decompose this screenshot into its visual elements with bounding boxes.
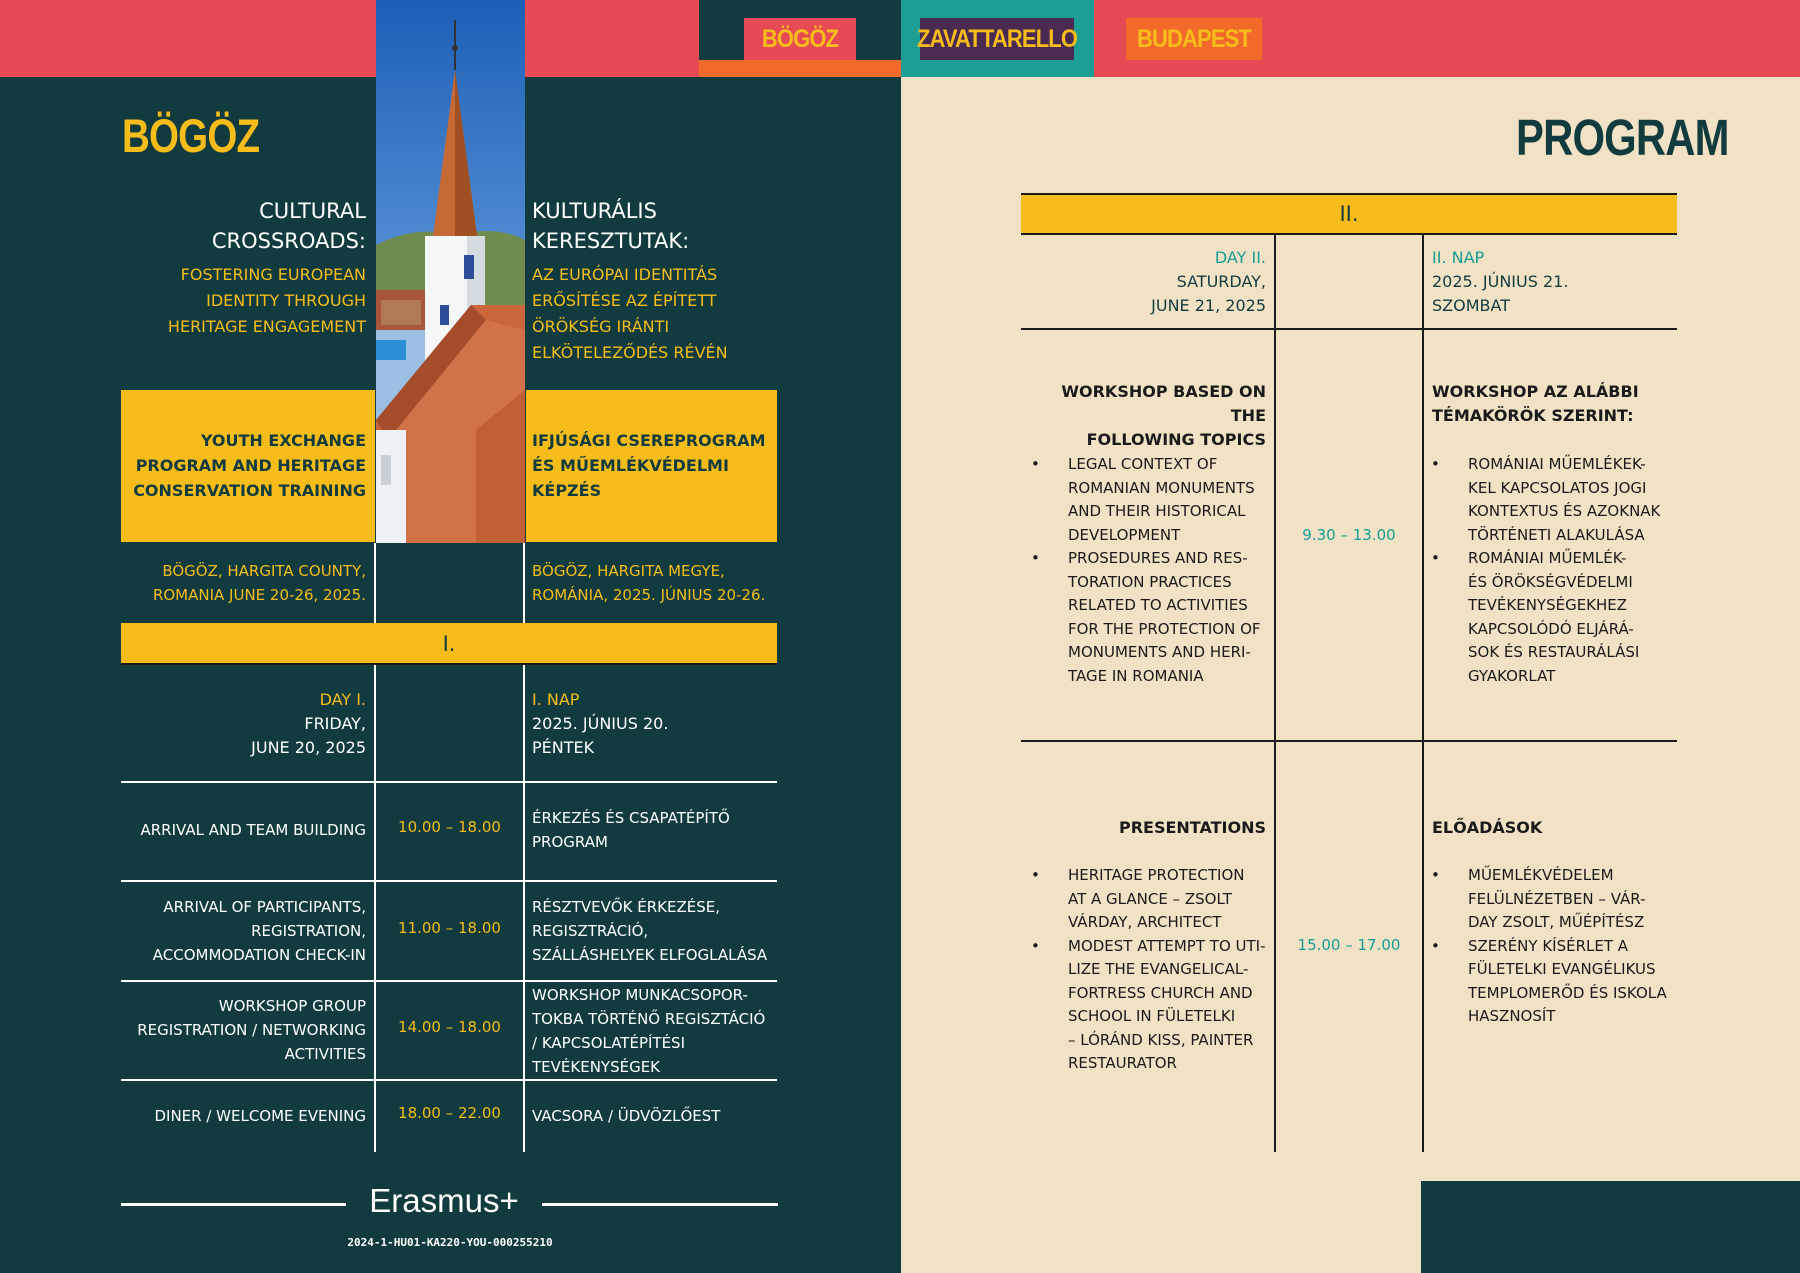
workshop-hu-item: [1468, 547, 1708, 688]
list-line: FOR THE PROTECTION OF: [1068, 619, 1261, 638]
schedule-row-hu-line: ÉRKEZÉS ÉS CSAPATÉPÍTŐ: [532, 809, 730, 827]
presentations-en-list: [1031, 864, 1308, 1076]
schedule-time: 18.00 – 22.00: [398, 1104, 501, 1122]
list-line: RESTAURATOR: [1068, 1054, 1177, 1072]
list-line: KONTEXTUS ÉS AZOKNAK: [1468, 502, 1661, 520]
presentations-en-item: [1068, 935, 1308, 1076]
box-en-text: [122, 428, 366, 503]
workshop-en-list: [1031, 453, 1306, 688]
divider: [1422, 235, 1424, 1152]
list-line: DAY ZSOLT, MŰÉPÍTÉSZ: [1468, 913, 1645, 931]
workshop-en-title-line: FOLLOWING TOPICS: [1086, 430, 1266, 449]
heading-hu-line2: KERESZTUTAK:: [532, 229, 690, 253]
day2-hu-label: II. NAP: [1432, 248, 1485, 267]
subheading-en: [122, 262, 366, 340]
subheading-en-line: HERITAGE ENGAGEMENT: [167, 317, 366, 336]
schedule-row-hu: [532, 1104, 776, 1128]
day-roman-II: II.: [1339, 201, 1359, 226]
list-line: AND THEIR HISTORICAL: [1068, 502, 1246, 520]
list-line: TEMPLOMERŐD ÉS ISKOLA: [1468, 983, 1667, 1002]
project-code: 2024-1-HU01-KA220-YOU-000255210: [347, 1236, 553, 1249]
schedule-row-en-line: DINER / WELCOME EVENING: [154, 1107, 366, 1125]
box-hu-line: ÉS MŰEMLÉKVÉDELMI: [532, 456, 729, 475]
day-roman-I: I.: [442, 631, 456, 656]
tab-bogoz-label: BÖGÖZ: [761, 24, 839, 53]
box-hu-text: [532, 428, 776, 503]
divider: [374, 543, 376, 623]
schedule-row-hu-line: / KAPCSOLATÉPÍTÉSI: [532, 1034, 685, 1052]
schedule-row-hu-line: TOKBA TÖRTÉNŐ REGISZTÁCIÓ: [532, 1010, 766, 1028]
left-title: BÖGÖZ: [122, 109, 260, 162]
place-hu-line: BÖGÖZ, HARGITA MEGYE,: [532, 562, 725, 580]
list-line: FÜLETELKI EVANGÉLIKUS: [1468, 960, 1656, 978]
list-line: FORTRESS CHURCH AND: [1068, 983, 1253, 1002]
schedule-row-hu-line: REGISZTRÁCIÓ,: [532, 922, 649, 940]
box-hu-line: IFJÚSÁGI CSEREPROGRAM: [532, 431, 766, 450]
box-en-line: YOUTH EXCHANGE: [200, 431, 366, 450]
tab-bogoz[interactable]: [744, 18, 856, 60]
workshop-en-title: [1022, 380, 1266, 452]
list-line: – LÓRÁND KISS, PAINTER: [1068, 1030, 1254, 1049]
day-hu-header: [532, 688, 776, 760]
place-hu: [532, 559, 792, 607]
church-photo: [376, 0, 525, 543]
church-illustration: [376, 0, 525, 543]
workshop-hu-title: [1432, 380, 1676, 428]
box-hu-line: KÉPZÉS: [532, 481, 602, 500]
schedule-row-hu: [532, 806, 776, 854]
list-line: ROMANIAN MONUMENTS: [1068, 478, 1255, 497]
day-hu-line: PÉNTEK: [532, 738, 595, 757]
list-line: LIZE THE EVANGELICAL-: [1068, 960, 1249, 978]
divider: [121, 1079, 777, 1081]
place-en-line: BÖGÖZ, HARGITA COUNTY,: [162, 562, 366, 580]
list-line: GYAKORLAT: [1468, 666, 1556, 685]
subheading-hu-line: ÖRÖKSÉG IRÁNTI: [532, 317, 670, 336]
heading-en-line2: CROSSROADS:: [211, 229, 366, 253]
schedule-row-en: [122, 1104, 366, 1128]
schedule-row-hu-line: RÉSZTVEVŐK ÉRKEZÉSE,: [532, 898, 721, 916]
list-line: ÉS ÖRÖKSÉGVÉDELMI: [1468, 572, 1633, 591]
list-line: • PROSEDURES AND RES-: [1068, 549, 1248, 567]
day-hu-label: I. NAP: [532, 690, 580, 709]
list-line: TÖRTÉNETI ALAKULÁSA: [1468, 525, 1645, 544]
list-line: AT A GLANCE – ZSOLT: [1068, 889, 1232, 908]
list-line: KEL KAPCSOLATOS JOGI: [1468, 478, 1647, 497]
divider: [121, 880, 777, 882]
program-title: PROGRAM: [1516, 109, 1729, 166]
box-en-line: PROGRAM AND HERITAGE: [135, 456, 366, 475]
list-line: • MŰEMLÉKVÉDELEM: [1468, 866, 1614, 884]
schedule-time: 11.00 – 18.00: [398, 919, 501, 937]
workshop-en-item: [1068, 453, 1306, 547]
day2-en-line: SATURDAY,: [1176, 272, 1266, 291]
list-line: TORATION PRACTICES: [1068, 572, 1232, 591]
workshop-hu-title-line: TÉMAKÖRÖK SZERINT:: [1432, 406, 1634, 425]
list-line: SCHOOL IN FÜLETELKI: [1068, 1007, 1236, 1025]
day-en-header: [122, 688, 366, 760]
presentations-hu-item: [1468, 935, 1708, 1029]
day-en-line: FRIDAY,: [304, 714, 366, 733]
list-line: TAGE IN ROMANIA: [1068, 666, 1204, 685]
subheading-en-line: FOSTERING EUROPEAN: [180, 265, 366, 284]
schedule-time: 10.00 – 18.00: [398, 818, 501, 836]
heading-hu: [532, 196, 782, 256]
tab-zavattarello[interactable]: [916, 18, 1078, 60]
workshop-en-item: [1068, 547, 1306, 688]
list-line: • HERITAGE PROTECTION: [1068, 866, 1245, 884]
divider: [121, 781, 777, 783]
schedule-row-hu: [532, 895, 792, 967]
workshop-hu-list: [1431, 453, 1708, 688]
day-en-line: JUNE 20, 2025: [251, 738, 366, 757]
schedule-row-hu-line: PROGRAM: [532, 833, 608, 851]
presentations-en-title: [1022, 816, 1266, 840]
presentations-hu-item: [1468, 864, 1708, 935]
day-hu-line: 2025. JÚNIUS 20.: [532, 714, 669, 733]
day2-en-label: DAY II.: [1214, 248, 1266, 267]
workshop-hu-item: [1468, 453, 1708, 547]
subheading-hu-line: ERŐSÍTÉSE AZ ÉPÍTETT: [532, 291, 717, 310]
list-line: MONUMENTS AND HERI-: [1068, 643, 1251, 661]
divider: [121, 980, 777, 982]
heading-en-line1: CULTURAL: [259, 199, 366, 223]
divider: [542, 1203, 778, 1206]
schedule-row-hu-line: WORKSHOP MUNKACSOPOR-: [532, 986, 748, 1004]
presentations-time: 15.00 – 17.00: [1297, 936, 1401, 954]
place-hu-line: ROMÁNIA, 2025. JÚNIUS 20-26.: [532, 586, 766, 604]
divider: [121, 1203, 346, 1206]
divider: [523, 543, 525, 623]
list-line: • SZERÉNY KÍSÉRLET A: [1468, 936, 1629, 955]
tab-budapest[interactable]: [1126, 18, 1262, 60]
tab-underline: [699, 60, 901, 77]
day2-hu-line: 2025. JÚNIUS 21.: [1432, 272, 1569, 291]
place-en: [122, 559, 366, 607]
list-line: • MODEST ATTEMPT TO UTI-: [1068, 936, 1266, 955]
day2-hu-header: [1432, 246, 1676, 318]
schedule-row-hu-line: TEVÉKENYSÉGEK: [532, 1058, 661, 1076]
tab-budapest-label: BUDAPEST: [1137, 24, 1251, 53]
list-line: • ROMÁNIAI MŰEMLÉK-: [1468, 549, 1627, 567]
schedule-row-en-line: ACCOMMODATION CHECK-IN: [152, 946, 366, 964]
schedule-row-en-line: REGISTRATION / NETWORKING: [137, 1021, 366, 1039]
subheading-hu-line: AZ EURÓPAI IDENTITÁS: [532, 265, 718, 284]
schedule-row-en: [122, 994, 366, 1066]
tab-zavattarello-label: ZAVATTARELLO: [916, 24, 1078, 53]
schedule-row-en: [122, 818, 366, 842]
list-line: SOK ÉS RESTAURÁLÁSI: [1468, 643, 1640, 661]
schedule-time: 14.00 – 18.00: [398, 1018, 501, 1036]
divider: [1021, 328, 1677, 330]
list-line: • ROMÁNIAI MŰEMLÉKEK-: [1468, 455, 1646, 473]
heading-hu-line1: KULTURÁLIS: [532, 199, 657, 223]
schedule-row-en: [122, 895, 366, 967]
schedule-row-en-line: ARRIVAL AND TEAM BUILDING: [140, 821, 366, 839]
list-line: TEVÉKENYSÉGEKHEZ: [1468, 596, 1628, 614]
list-line: HASZNOSÍT: [1468, 1007, 1556, 1025]
list-line: FELÜLNÉZETBEN – VÁR-: [1468, 889, 1646, 908]
workshop-time: 9.30 – 13.00: [1302, 526, 1396, 544]
schedule-row-hu-line: VACSORA / ÜDVÖZLŐEST: [532, 1107, 721, 1125]
schedule-row-hu: [532, 983, 792, 1079]
corner-block: [1421, 1181, 1800, 1273]
schedule-row-en-line: WORKSHOP GROUP: [218, 997, 366, 1015]
list-line: KAPCSOLÓDÓ ELJÁRÁ-: [1468, 619, 1634, 638]
presentations-en-item: [1068, 864, 1308, 935]
list-line: RELATED TO ACTIVITIES: [1068, 596, 1248, 614]
schedule-row-hu-line: SZÁLLÁSHELYEK ELFOGLALÁSA: [532, 946, 768, 964]
subheading-en-line: IDENTITY THROUGH: [206, 291, 366, 310]
presentations-en-title-line: PRESENTATIONS: [1118, 818, 1266, 837]
schedule-row-en-line: REGISTRATION,: [251, 922, 366, 940]
presentations-hu-title: [1432, 816, 1676, 840]
erasmus-logo: Erasmus+: [369, 1182, 519, 1219]
heading-en: [122, 196, 366, 256]
day2-en-line: JUNE 21, 2025: [1151, 296, 1266, 315]
divider: [1021, 740, 1677, 742]
day2-en-header: [1022, 246, 1266, 318]
presentations-hu-list: [1431, 864, 1708, 1029]
day-en-label: DAY I.: [319, 690, 366, 709]
day2-hu-line: SZOMBAT: [1432, 296, 1510, 315]
place-en-line: ROMANIA JUNE 20-26, 2025.: [152, 586, 366, 604]
workshop-hu-title-line: WORKSHOP AZ ALÁBBI: [1432, 382, 1639, 401]
list-line: VÁRDAY, ARCHITECT: [1068, 913, 1222, 931]
box-en-line: CONSERVATION TRAINING: [133, 481, 366, 500]
workshop-en-title-line: WORKSHOP BASED ON THE: [1061, 382, 1266, 425]
schedule-row-en-line: ARRIVAL OF PARTICIPANTS,: [163, 898, 366, 916]
schedule-row-en-line: ACTIVITIES: [284, 1045, 366, 1063]
presentations-hu-title-line: ELŐADÁSOK: [1432, 818, 1543, 837]
list-line: DEVELOPMENT: [1068, 525, 1181, 544]
list-line: • LEGAL CONTEXT OF: [1068, 455, 1218, 473]
subheading-hu: [532, 262, 782, 366]
subheading-hu-line: ELKÖTELEZŐDÉS RÉVÉN: [532, 343, 728, 362]
